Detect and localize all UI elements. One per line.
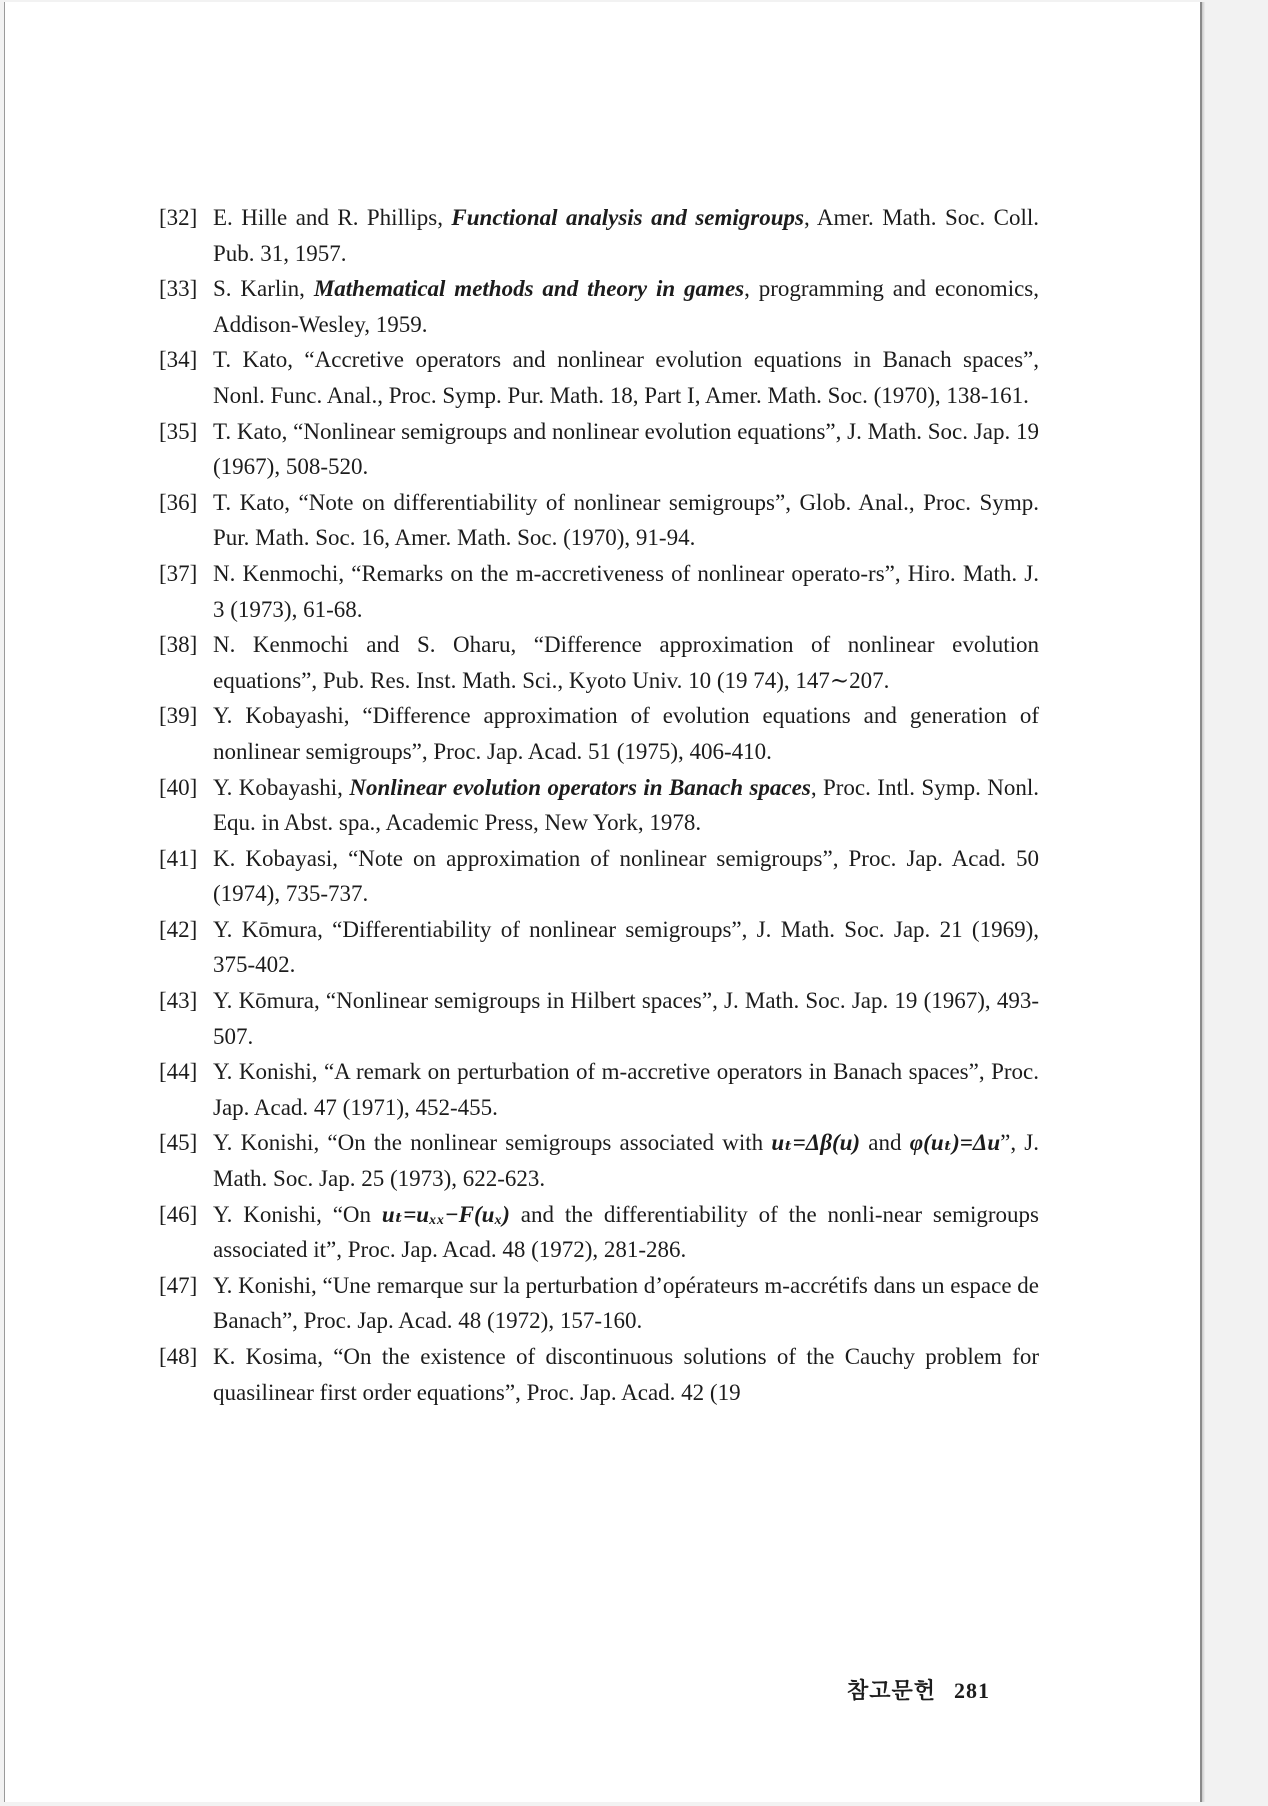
reference-text: , Proc. Intl. Symp. Nonl. Equ. in Abst. spa., Academic Press, New York, 1978. xyxy=(213,774,1040,836)
reference-text: , Amer. Math. Soc. Coll. Pub. 31, 1957. xyxy=(213,205,1040,266)
reference-entry xyxy=(159,200,1039,271)
footer-section-title: 참고문헌 xyxy=(847,1678,937,1703)
reference-title: Functional analysis and semigroups xyxy=(451,205,804,230)
reference-entry xyxy=(159,1054,1039,1125)
reference-text: N. Kenmochi and S. Oharu, “Difference approximation of nonlinear evolution equations”, Pub. Res. Inst. Math. Sci., Kyoto Univ. 10 (19 74), 147∼207. xyxy=(213,632,1039,693)
reference-number: [34] xyxy=(159,347,198,373)
reference-text: and the differentiability of the nonli-near semigroups associated it”, Proc. Jap. Acad. 48 (1972), 281-286. xyxy=(213,1201,1039,1263)
reference-number: [47] xyxy=(159,1272,198,1298)
reference-entry xyxy=(159,485,1039,556)
reference-text: ”, J. Math. Soc. Jap. 25 (1973), 622-623. xyxy=(213,1130,1039,1192)
reference-text: Y. Konishi, “On the nonlinear semigroups associated with xyxy=(213,1130,772,1156)
reference-list xyxy=(159,200,1039,1410)
reference-number: [37] xyxy=(159,560,198,586)
reference-entry xyxy=(159,698,1039,769)
math-expression: uₜ=uₓₓ−F(uₓ) xyxy=(381,1201,510,1227)
page-footer xyxy=(847,1674,990,1705)
reference-text: N. Kenmochi, “Remarks on the m-accretiveness of nonlinear operato-rs”, Hiro. Math. J. 3 (1973), 61-68. xyxy=(213,560,1039,622)
reference-entry xyxy=(159,1125,1039,1196)
reference-number: [45] xyxy=(159,1130,198,1156)
reference-text: Y. Konishi, “A remark on perturbation of m-accretive operators in Banach spaces”, Proc. Jap. Acad. 47 (1971), 452-455. xyxy=(213,1059,1039,1120)
reference-title: Nonlinear evolution operators in Banach spaces xyxy=(349,774,811,800)
reference-text: , programming and economics, Addison-Wesley, 1959. xyxy=(213,276,1039,337)
reference-number: [39] xyxy=(159,703,198,729)
reference-entry xyxy=(159,271,1039,342)
reference-entry xyxy=(159,414,1039,485)
reference-text: K. Kosima, “On the existence of discontinuous solutions of the Cauchy problem for quasilinear first order equations”, Proc. Jap. Acad. 42 (19 xyxy=(213,1344,1039,1405)
reference-entry xyxy=(159,342,1039,413)
reference-text: Y. Konishi, “Une remarque sur la perturbation d’opérateurs m-accrétifs dans un espace de Banach”, Proc. Jap. Acad. 48 (1972), 157-160. xyxy=(213,1272,1039,1334)
reference-number: [36] xyxy=(159,489,198,515)
reference-entry xyxy=(159,1339,1039,1410)
reference-text: E. Hille and R. Phillips, xyxy=(213,205,452,230)
reference-number: [43] xyxy=(159,988,198,1014)
reference-number: [46] xyxy=(159,1201,198,1227)
reference-text: and xyxy=(860,1130,910,1156)
reference-text: K. Kobayasi, “Note on approximation of nonlinear semigroups”, Proc. Jap. Acad. 50 (1974), 735-737. xyxy=(213,845,1039,907)
reference-number: [35] xyxy=(159,418,198,444)
document-page xyxy=(4,2,1202,1802)
reference-text: Y. Konishi, “On xyxy=(213,1201,382,1227)
reference-title: Mathematical methods and theory in games xyxy=(313,276,745,302)
reference-number: [32] xyxy=(159,205,198,230)
reference-entry xyxy=(159,841,1039,912)
math-expression: uₜ=Δβ(u) xyxy=(771,1130,861,1156)
reference-entry xyxy=(159,983,1039,1054)
reference-number: [40] xyxy=(159,774,198,800)
reference-text: T. Kato, “Accretive operators and nonlinear evolution equations in Banach spaces”, Nonl. Func. Anal., Proc. Symp. Pur. Math. 18, Part I, Amer. Math. Soc. (1970), 138-161. xyxy=(213,347,1039,408)
reference-text: T. Kato, “Note on differentiability of nonlinear semigroups”, Glob. Anal., Proc. Symp. Pur. Math. Soc. 16, Amer. Math. Soc. (1970), 91-94. xyxy=(213,489,1039,551)
math-expression: φ(uₜ)=Δu xyxy=(909,1130,1001,1156)
reference-number: [44] xyxy=(159,1059,198,1085)
page-number: 281 xyxy=(954,1678,991,1703)
reference-number: [33] xyxy=(159,276,198,302)
reference-text: Y. Kobayashi, “Difference approximation of evolution equations and generation of nonlinear semigroups”, Proc. Jap. Acad. 51 (1975), 406-410. xyxy=(213,703,1039,764)
reference-entry xyxy=(159,627,1039,698)
reference-text: Y. Kōmura, “Differentiability of nonlinear semigroups”, J. Math. Soc. Jap. 21 (1969), 375-402. xyxy=(213,916,1039,978)
reference-text: Y. Kōmura, “Nonlinear semigroups in Hilbert spaces”, J. Math. Soc. Jap. 19 (1967), 493-507. xyxy=(213,988,1039,1049)
reference-entry xyxy=(159,1268,1039,1339)
reference-entry xyxy=(159,770,1039,841)
reference-text: Y. Kobayashi, xyxy=(213,774,350,800)
reference-text: T. Kato, “Nonlinear semigroups and nonlinear evolution equations”, J. Math. Soc. Jap. 19 (1967), 508-520. xyxy=(213,418,1039,480)
reference-number: [38] xyxy=(159,632,198,658)
reference-entry xyxy=(159,556,1039,627)
reference-number: [48] xyxy=(159,1344,198,1369)
reference-entry xyxy=(159,912,1039,983)
reference-number: [42] xyxy=(159,916,198,942)
reference-text: S. Karlin, xyxy=(213,276,314,302)
reference-entry xyxy=(159,1197,1039,1268)
reference-number: [41] xyxy=(159,845,198,871)
page-edge-shadow xyxy=(1202,2,1205,1802)
